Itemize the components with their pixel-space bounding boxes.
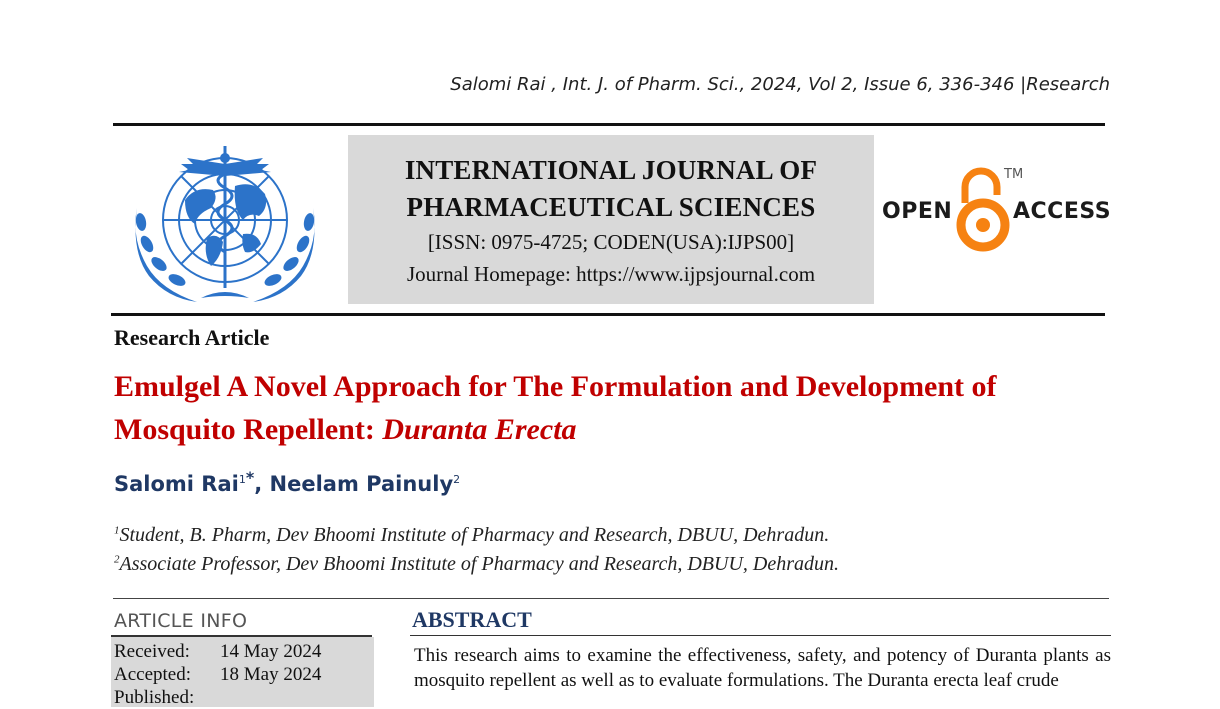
author-separator: ,: [254, 472, 270, 496]
article-info-value: 14 May 2024: [220, 641, 322, 662]
affiliation-2: [114, 553, 839, 576]
journal-homepage-link[interactable]: Journal Homepage: https://www.ijpsjournal.com: [406, 262, 816, 286]
header-top-rule: [113, 123, 1105, 126]
article-info-heading: ARTICLE INFO: [114, 610, 248, 632]
article-info-row-published: [114, 687, 194, 709]
journal-emblem-logo: [125, 138, 325, 306]
journal-banner: [348, 135, 874, 304]
abstract-text: This research aims to examine the effectiveness, safety, and potency of Duranta plants as mosquito repellent as well as to evaluate formulations. The Duranta erecta leaf crude: [414, 645, 1111, 691]
open-access-logo: [880, 165, 1110, 257]
author-name: Neelam Painuly: [269, 472, 454, 496]
header-bottom-rule: [111, 313, 1105, 316]
article-title-italic: Duranta Erecta: [382, 413, 577, 446]
article-info-row-accepted: [114, 664, 322, 686]
open-access-open-text: OPEN: [882, 199, 953, 224]
affiliation-marker: 2: [114, 553, 120, 566]
article-info-value: 18 May 2024: [220, 664, 322, 685]
author-name: Salomi Rai: [114, 472, 239, 496]
article-info-row-received: [114, 641, 322, 663]
author-affiliation-marker: 1: [238, 473, 246, 486]
affiliation-marker: 1: [114, 524, 120, 537]
journal-issn: [ISSN: 0975-4725; CODEN(USA):IJPS00]: [427, 230, 795, 254]
journal-title-line-1: INTERNATIONAL JOURNAL OF: [404, 155, 818, 185]
corresponding-author-marker: *: [245, 468, 255, 487]
open-access-trademark: TM: [1004, 167, 1024, 182]
open-access-access-text: ACCESS: [1013, 199, 1112, 224]
article-info-label: Received:: [114, 641, 190, 662]
affiliation-1: [114, 524, 829, 547]
article-title: [114, 365, 1104, 451]
article-info-label: Accepted:: [114, 664, 192, 685]
affiliation-text: Associate Professor, Dev Bhoomi Institute of Pharmacy and Research, DBUU, Dehradun.: [119, 553, 840, 575]
article-title-main: Emulgel A Novel Approach for The Formulation and Development of Mosquito Repellent:: [114, 370, 997, 446]
affiliation-text: Student, B. Pharm, Dev Bhoomi Institute of Pharmacy and Research, DBUU, Dehradun.: [119, 524, 830, 546]
journal-title-line-2: PHARMACEUTICAL SCIENCES: [406, 192, 816, 222]
author-affiliation-marker: 2: [453, 473, 461, 486]
abstract-rule: [410, 635, 1111, 636]
author-list: [114, 468, 461, 496]
abstract-heading: ABSTRACT: [412, 607, 532, 632]
running-head: Salomi Rai , Int. J. of Pharm. Sci., 2024, Vol 2, Issue 6, 336-346 |Research: [450, 74, 1110, 95]
article-info-label: Published:: [114, 687, 195, 708]
journal-title: [348, 152, 874, 226]
article-type-label: Research Article: [114, 325, 270, 350]
section-divider: [113, 598, 1109, 599]
open-access-lock-icon: [955, 165, 1011, 253]
